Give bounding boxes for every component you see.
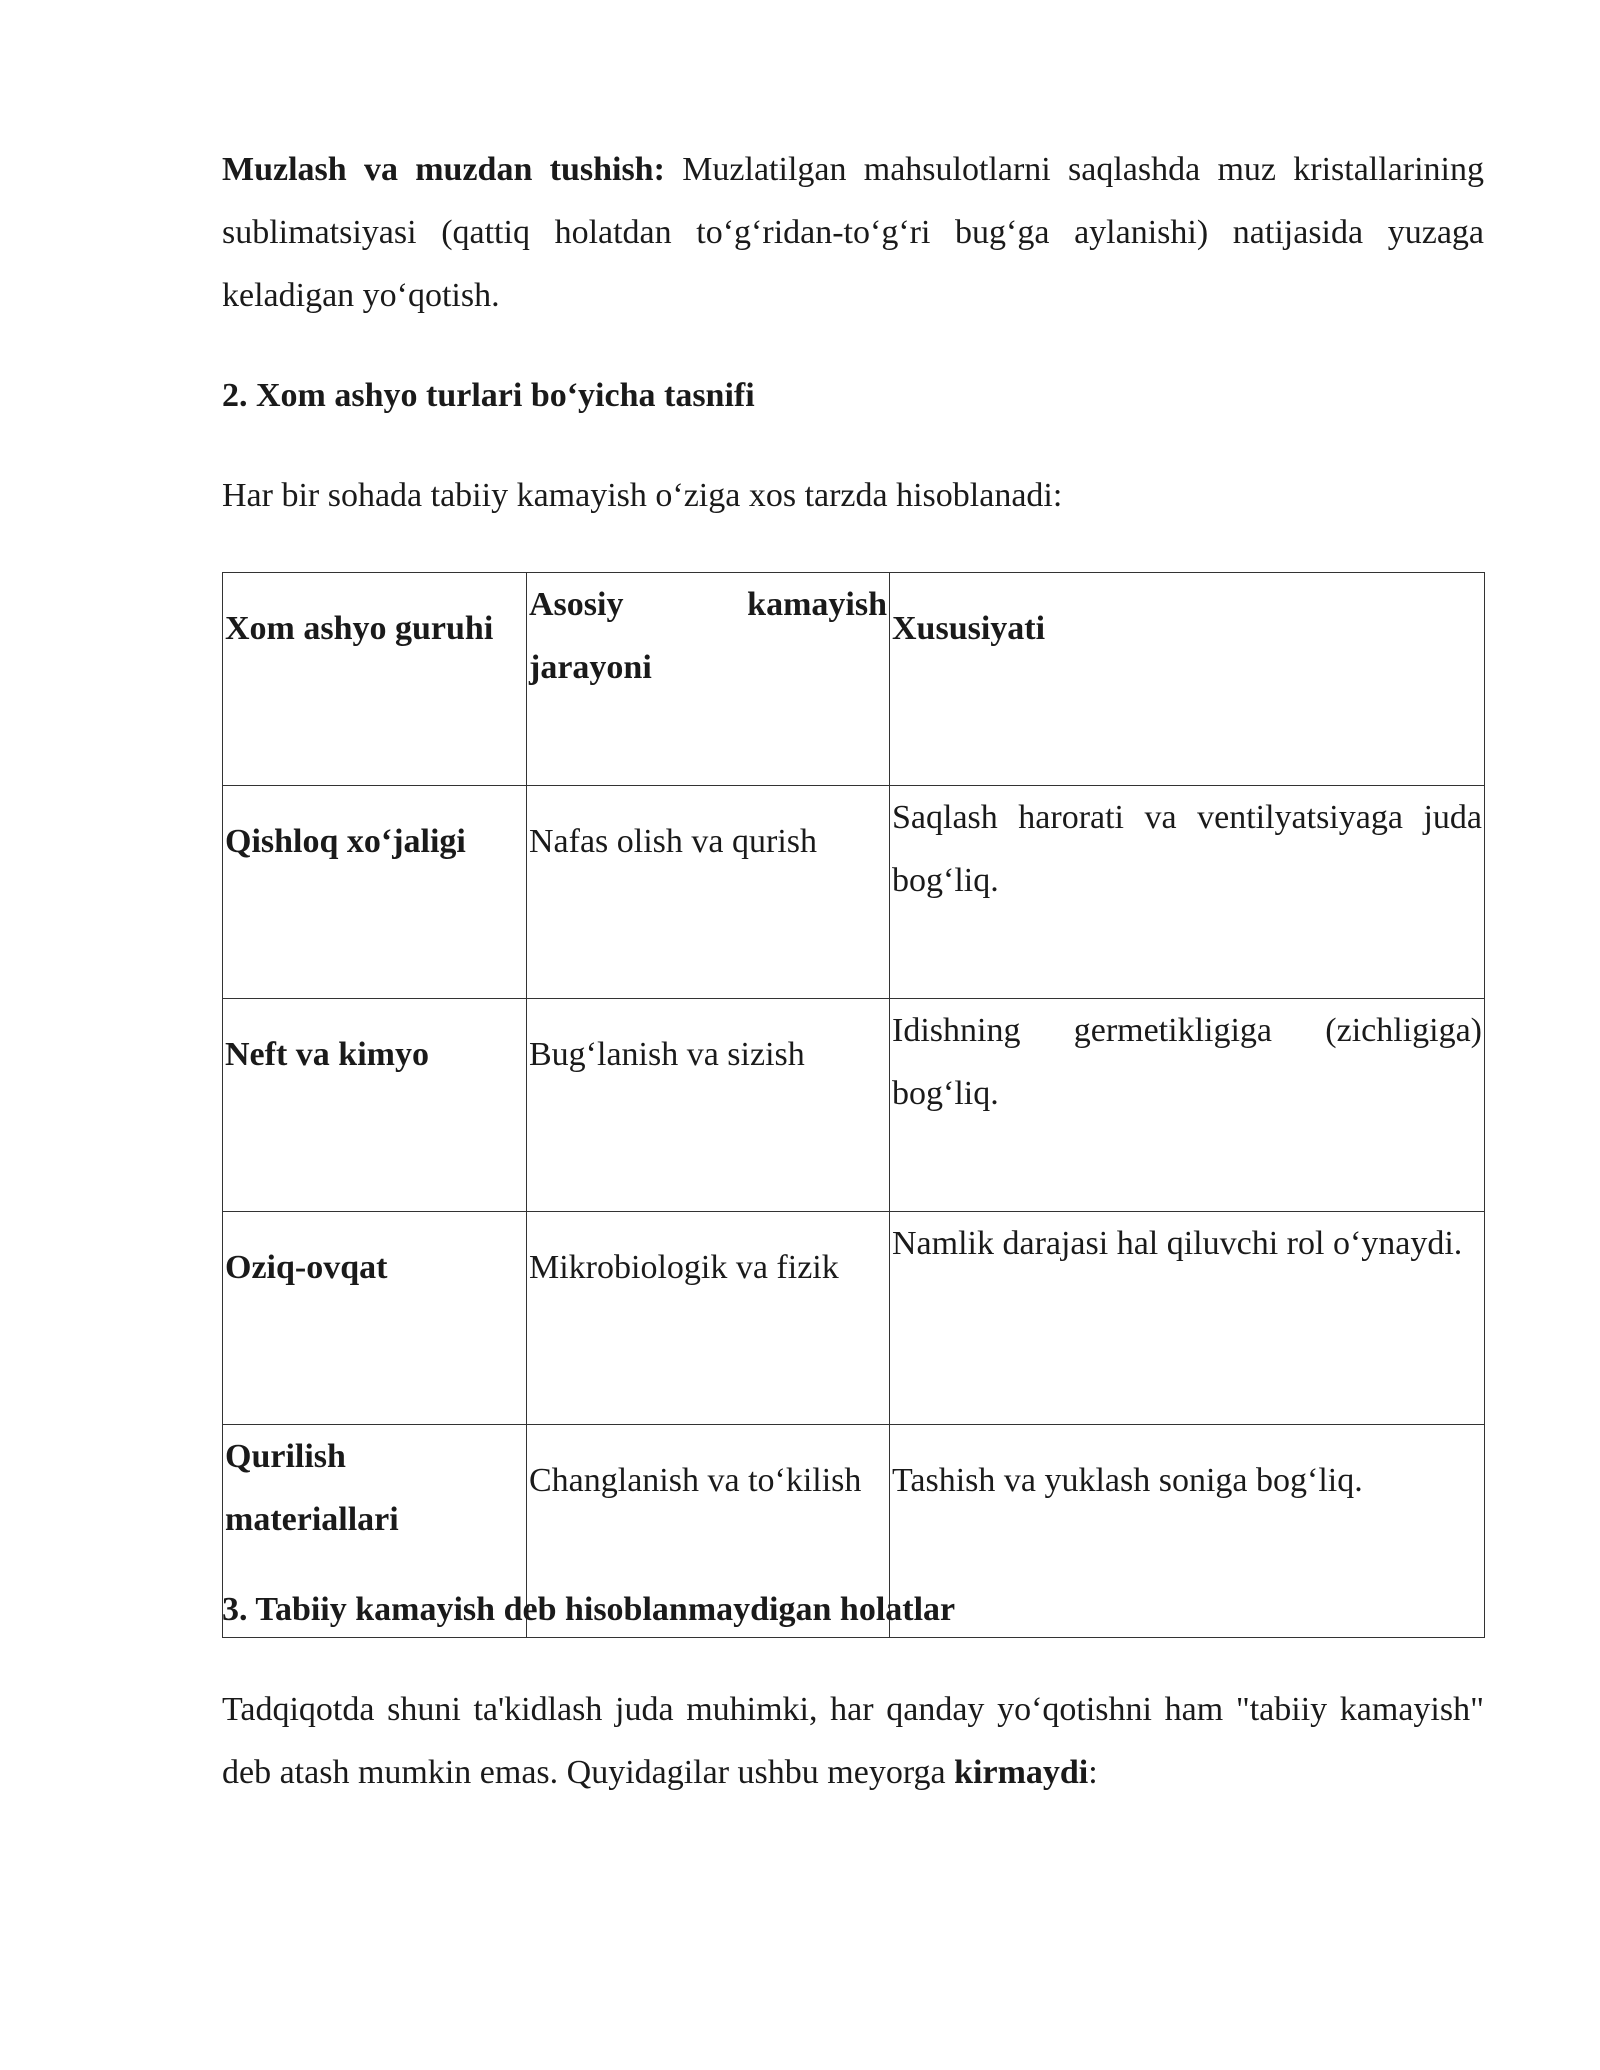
paragraph-exclusions bbox=[222, 1678, 1484, 1804]
paragraph-freezing bbox=[222, 138, 1484, 327]
row-process: Bug‘lanish va sizish bbox=[527, 999, 890, 1212]
header-feature: Xususiyati bbox=[890, 573, 1485, 786]
table-row bbox=[223, 786, 1485, 999]
row-group: Neft va kimyo bbox=[223, 999, 527, 1212]
header-process-word1: Asosiy bbox=[529, 586, 624, 623]
row-group: Oziq-ovqat bbox=[223, 1212, 527, 1425]
header-process-word2: kamayish bbox=[747, 586, 887, 623]
exclusions-bold: kirmaydi bbox=[954, 1754, 1089, 1791]
row-process: Nafas olish va qurish bbox=[527, 786, 890, 999]
row-process: Mikrobiologik va fizik bbox=[527, 1212, 890, 1425]
row-group: Qurilish materiallari bbox=[223, 1425, 527, 1638]
exclusions-text: Tadqiqotda shuni ta'kidlash juda muhimki, har qanday yo‘qotishni ham "tabiiy kamayish" deb atash mumkin emas. Quyidagilar ushbu meyorga bbox=[222, 1691, 1484, 1791]
classification-table bbox=[222, 572, 1485, 1638]
header-process-line2: jarayoni bbox=[529, 649, 652, 686]
table-row bbox=[223, 999, 1485, 1212]
section-heading-2: 2. Xom ashyo turlari bo‘yicha tasnifi bbox=[222, 377, 755, 414]
intro-paragraph-2: Har bir sohada tabiiy kamayish o‘ziga xos tarzda hisoblanadi: bbox=[222, 477, 1063, 514]
header-process bbox=[527, 573, 890, 786]
row-feature: Namlik darajasi hal qiluvchi rol o‘ynaydi. bbox=[890, 1212, 1485, 1425]
header-group: Xom ashyo guruhi bbox=[223, 573, 527, 786]
row-process: Changlanish va to‘kilish bbox=[527, 1425, 890, 1638]
exclusions-end: : bbox=[1088, 1754, 1098, 1791]
row-group: Qishloq xo‘jaligi bbox=[223, 786, 527, 999]
row-feature: Tashish va yuklash soniga bog‘liq. bbox=[890, 1425, 1485, 1638]
section-heading-3: 3. Tabiiy kamayish deb hisoblanmaydigan holatlar bbox=[222, 1591, 956, 1628]
table-row bbox=[223, 1212, 1485, 1425]
row-feature: Saqlash harorati va ventilyatsiyaga juda bog‘liq. bbox=[890, 786, 1485, 999]
freezing-description: Muzlatilgan mahsulotlarni saqlashda muz kristallarining sublimatsiyasi (qattiq holatdan to‘g‘ridan-to‘g‘ri bug‘ga aylanishi) natijasida yuzaga keladigan yo‘qotish. bbox=[222, 151, 1484, 314]
table-header-row bbox=[223, 573, 1485, 786]
row-feature: Idishning germetikligiga (zichligiga) bog‘liq. bbox=[890, 999, 1485, 1212]
term-freezing: Muzlash va muzdan tushish: bbox=[222, 151, 665, 188]
